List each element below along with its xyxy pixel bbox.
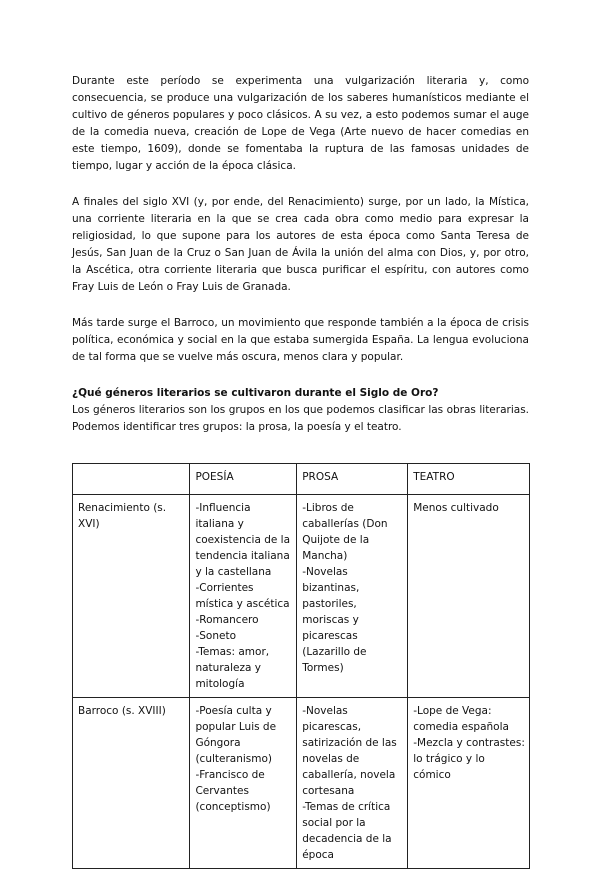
poesia-cell	[190, 495, 297, 698]
table-header-row	[73, 464, 530, 495]
cell-line: -Temas: amor, naturaleza y mitología	[195, 646, 270, 690]
period-cell: Barroco (s. XVIII)	[73, 698, 190, 869]
header-empty-cell	[73, 464, 190, 495]
cell-line: -Libros de caballerías (Don Quijote de la Mancha)	[302, 502, 388, 562]
cell-line: Menos cultivado	[413, 502, 499, 514]
paragraph-mistica-ascetica: A finales del siglo XVI (y, por ende, del Renacimiento) surge, por un lado, la Mística, una corriente literaria en la que se crea cada obra como medio para expresar la religiosidad, lo que supone para los autores de esta época como Santa Teresa de Jesús, San Juan de la Cruz o San Juan de Ávila la unión del alma con Dios, y, por otro, la Ascética, otra corriente literaria que busca purificar el espíritu, con autores como Fray Luis de León o Fray Luis de Granada.	[72, 196, 529, 293]
cell-line: -Romancero	[195, 614, 259, 626]
cell-line: -Soneto	[195, 630, 236, 642]
cell-line: -Influencia italiana y coexistencia de la tendencia italiana y la castellana	[195, 502, 291, 578]
cell-line: -Poesía culta y popular Luis de Góngora (culteranismo)	[195, 705, 277, 765]
cell-line: -Novelas picarescas, satirización de las novelas de caballería, novela cortesana	[302, 705, 397, 797]
section-heading: ¿Qué géneros literarios se cultivaron durante el Siglo de Oro?	[72, 387, 439, 399]
header-teatro: TEATRO	[408, 464, 530, 495]
cell-line: -Lope de Vega: comedia española	[413, 705, 509, 733]
header-poesia: POESÍA	[190, 464, 297, 495]
document-page	[72, 73, 529, 869]
table-row-renacimiento	[73, 495, 530, 698]
poesia-cell	[190, 698, 297, 869]
header-prosa: PROSA	[297, 464, 408, 495]
cell-line: -Mezcla y contrastes: lo trágico y lo cómico	[413, 737, 525, 781]
prosa-cell	[297, 495, 408, 698]
paragraph-vulgarizacion: Durante este período se experimenta una vulgarización literaria y, como consecuencia, se produce una vulgarización de los saberes humanísticos mediante el cultivo de géneros populares y poco clásicos. A su vez, a esto podemos sumar el auge de la comedia nueva, creación de Lope de Vega (Arte nuevo de hacer comedias en este tiempo, 1609), donde se fomentaba la ruptura de las famosas unidades de tiempo, lugar y acción de la época clásica.	[72, 75, 529, 172]
cell-line: -Temas de crítica social por la decadencia de la época	[302, 801, 392, 861]
cell-line: -Corrientes mística y ascética	[195, 582, 290, 610]
cell-line: -Novelas bizantinas, pastoriles, moriscas y picarescas (Lazarillo de Tormes)	[302, 566, 367, 674]
period-cell: Renacimiento (s. XVI)	[73, 495, 190, 698]
cell-line: -Francisco de Cervantes (conceptismo)	[195, 769, 271, 813]
paragraph-barroco: Más tarde surge el Barroco, un movimiento que responde también a la época de crisis política, económica y social en la que estaba sumergida España. La lengua evoluciona de tal forma que se vuelve más oscura, menos clara y popular.	[72, 317, 529, 363]
table-row-barroco	[73, 698, 530, 869]
prosa-cell	[297, 698, 408, 869]
intro-paragraph: Los géneros literarios son los grupos en los que podemos clasificar las obras literarias. Podemos identificar tres grupos: la prosa, la poesía y el teatro.	[72, 404, 529, 433]
genres-table	[72, 463, 530, 869]
teatro-cell	[408, 495, 530, 698]
teatro-cell	[408, 698, 530, 869]
